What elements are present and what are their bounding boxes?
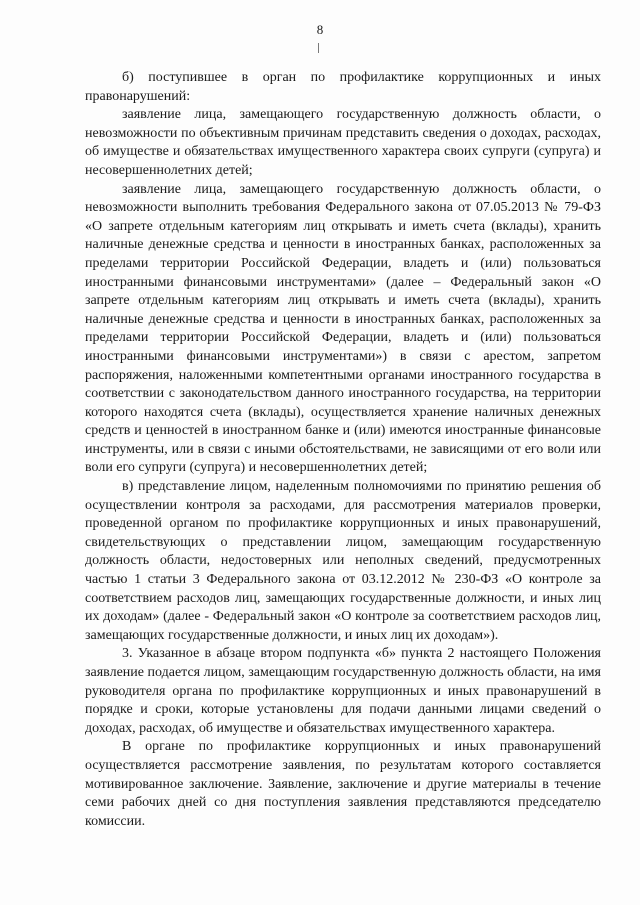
paragraph-item-3: 3. Указанное в абзаце втором подпункта «б» пункта 2 настоящего Положения заявление подается лицом, замещающим государственную должность области, на имя руководителя органа по профилактике коррупционных и иных правонарушений в порядке и сроки, которые установлены для подачи данными лицами сведений о доходах, расходах, об имуществе и обязательствах имущественного характера. bbox=[85, 646, 601, 736]
paragraph-b-intro: б) поступившее в орган по профилактике коррупционных и иных правонарушений: bbox=[85, 70, 601, 104]
page-number: 8 bbox=[316, 22, 324, 37]
paragraph-statement-foreign-accounts: заявление лица, замещающего государственную должность области, о невозможности выполнить требования Федерального закона от 07.05.2013 № 79-ФЗ «О запрете отдельным категориям лиц открывать и иметь счета (вклады), хранить наличные денежные средства и ценности в иностранных банках, расположенных за пределами территории Российской Федерации, владеть и (или) пользоваться иностранными финансовыми инструментами» (далее – Федеральный закон «О запрете отдельным категориям лиц открывать и иметь счета (вклады), хранить наличные денежные средства и ценности в иностранных банках, расположенных за пределами территории Российской Федерации, владеть и (или) пользоваться иностранными финансовыми инструментами») в связи с арестом, запретом распоряжения, наложенными компетентными органами иностранного государства в соответствии с законодательством данного иностранного государства, на территории которого находятся счета (вклады), осуществляется хранение наличных денежных средств и ценностей в иностранном банке и (или) имеются иностранные финансовые инструменты, или в связи с иными обстоятельствами, не зависящими от его воли или воли его супруги (супруга) и несовершеннолетних детей; bbox=[85, 181, 601, 476]
scan-mark bbox=[318, 43, 319, 53]
paragraph-statement-spouse: заявление лица, замещающего государственную должность области, о невозможности по объективным причинам представить сведения о доходах, расходах, об имуществе и обязательствах имущественного характера своих супруги (супруга) и несовершеннолетних детей; bbox=[85, 107, 601, 178]
paragraph-v-expenses-control: в) представление лицом, наделенным полномочиями по принятию решения об осуществлении контроля за расходами, для рассмотрения материалов проверки, проведенной органом по профилактике коррупционных и иных правонарушений, свидетельствующих о представлении лицом, замещающим государственную должность области, недостоверных или неполных сведений, предусмотренных частью 1 статьи 3 Федерального закона от 03.12.2012 № 230-ФЗ «О контроле за соответствием расходов лиц, замещающих государственные должности, и иных лиц их доходам» (далее - Федеральный закон «О контроле за соответствием расходов лиц, замещающих государственные должности, и иных лиц их доходам»). bbox=[85, 479, 601, 643]
paragraph-review-procedure: В органе по профилактике коррупционных и иных правонарушений осуществляется рассмотрение заявления, по результатам которого составляется мотивированное заключение. Заявление, заключение и другие материалы в течение семи рабочих дней со дня поступления заявления представляются председателю комиссии. bbox=[85, 739, 601, 829]
document-body bbox=[85, 69, 601, 831]
